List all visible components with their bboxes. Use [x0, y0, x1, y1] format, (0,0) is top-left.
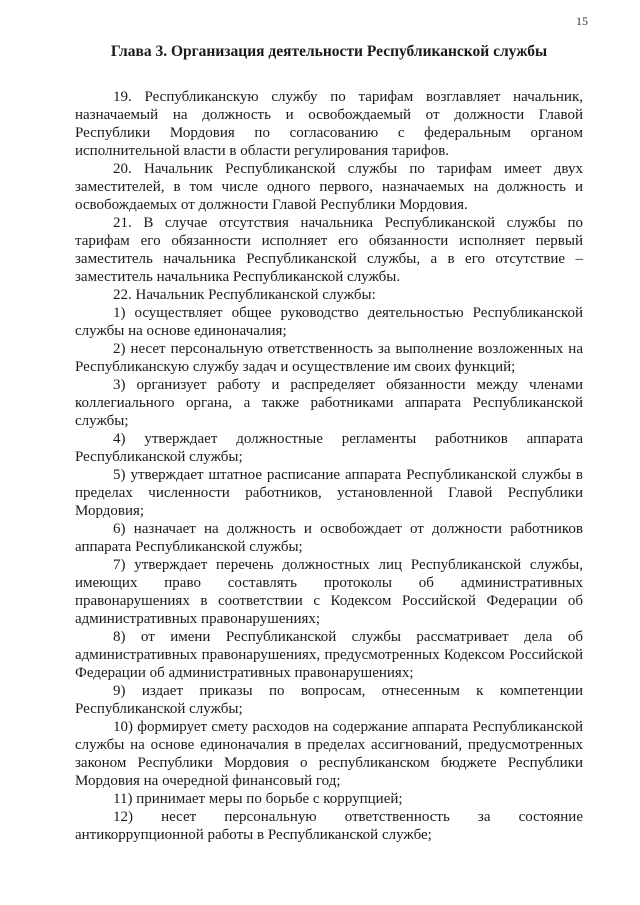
list-item-1: 1) осуществляет общее руководство деятельностью Республиканской службы на основе единоначалия;: [75, 305, 583, 339]
list-item-2: 2) несет персональную ответственность за выполнение возложенных на Республиканскую службу задач и осуществление им своих функций;: [75, 341, 583, 375]
list-item-8: 8) от имени Республиканской службы рассматривает дела об административных правонарушениях, предусмотренных Кодексом Российской Федерации об административных правонарушениях;: [75, 629, 583, 681]
list-item-3: 3) организует работу и распределяет обязанности между членами коллегиального органа, а также работниками аппарата Республиканской службы;: [75, 377, 583, 429]
chapter-title: Глава 3. Организация деятельности Республиканской службы: [110, 43, 548, 60]
paragraph-21: 21. В случае отсутствия начальника Республиканской службы по тарифам его обязанности исполняет его обязанности исполняет первый заместитель начальника Республиканской службы, а в его отсутствие – заместитель начальника Республиканской службы.: [75, 215, 583, 285]
document-body: [75, 42, 583, 844]
list-item-10: 10) формирует смету расходов на содержание аппарата Республиканской службы на основе единоначалия в пределах ассигнований, предусмотренных законом Республики Мордовия о республиканском бюджете Республики Мордовия на очередной финансовый год;: [75, 719, 583, 789]
list-item-9: 9) издает приказы по вопросам, отнесенным к компетенции Республиканской службы;: [75, 683, 583, 717]
list-item-4: 4) утверждает должностные регламенты работников аппарата Республиканской службы;: [75, 431, 583, 465]
list-item-5: 5) утверждает штатное расписание аппарата Республиканской службы в пределах численности работников, установленной Главой Республики Мордовия;: [75, 467, 583, 519]
list-item-7: 7) утверждает перечень должностных лиц Республиканской службы, имеющих право составлять протоколы об административных правонарушениях в соответствии с Кодексом Российской Федерации об административных правонарушениях;: [75, 557, 583, 627]
list-item-12: 12) несет персональную ответственность за состояние антикоррупционной работы в Республиканской службе;: [75, 809, 583, 843]
paragraph-20: 20. Начальник Республиканской службы по тарифам имеет двух заместителей, в том числе одного первого, назначаемых на должность и освобождаемых от должности Главой Республики Мордовия.: [75, 161, 583, 213]
paragraph-19: 19. Республиканскую службу по тарифам возглавляет начальник, назначаемый на должность и освобождаемый от должности Главой Республики Мордовия по согласованию с федеральным органом исполнительной власти в области регулирования тарифов.: [75, 89, 583, 159]
paragraph-22: 22. Начальник Республиканской службы:: [113, 287, 376, 303]
page-number: 15: [576, 14, 588, 28]
list-item-11: 11) принимает меры по борьбе с коррупцией;: [113, 791, 403, 807]
list-item-6: 6) назначает на должность и освобождает от должности работников аппарата Республиканской службы;: [75, 521, 583, 555]
